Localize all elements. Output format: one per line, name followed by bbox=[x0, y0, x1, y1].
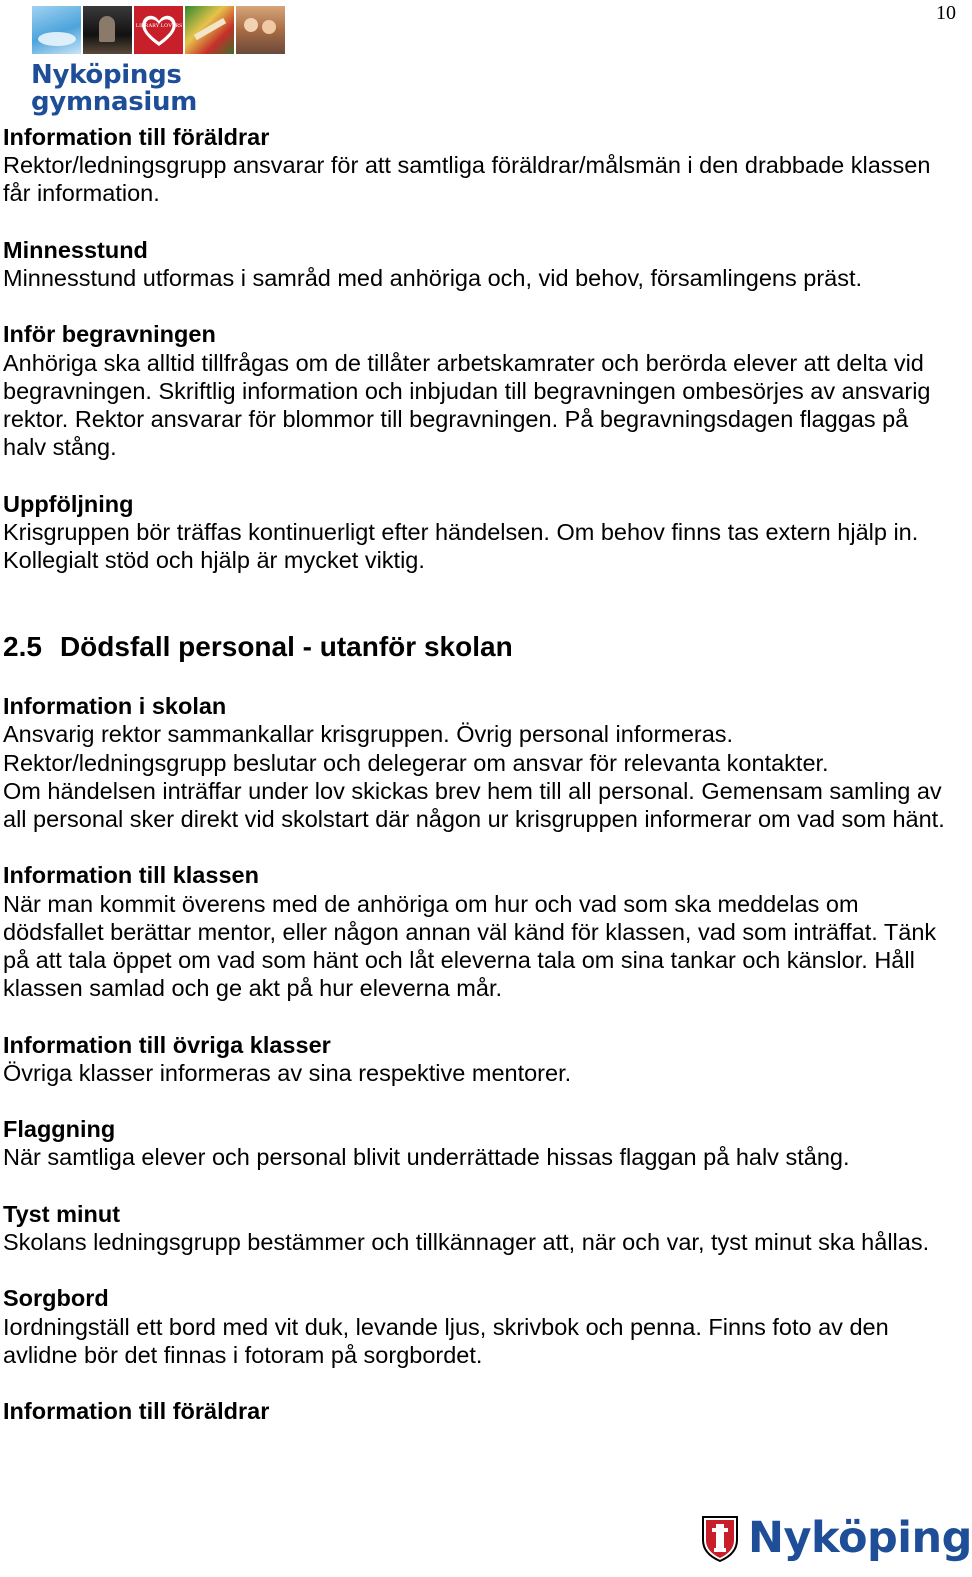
chapter-heading bbox=[3, 630, 955, 664]
section-heading: Information till föräldrar bbox=[3, 124, 270, 150]
section-line: Rektor/ledningsgrupp beslutar och delegerar om ansvar för relevanta kontakter. bbox=[3, 749, 829, 776]
chapter-title: Dödsfall personal - utanför skolan bbox=[59, 631, 513, 663]
section-info-foraldrar bbox=[3, 123, 955, 208]
section-line: Ansvarig rektor sammankallar krisgruppen. Övrig personal informeras. bbox=[3, 721, 734, 748]
section-heading: Information till klassen bbox=[3, 862, 259, 889]
section-line: När man kommit överens med de anhöriga om hur och vad som ska meddelas om dödsfallet berättar mentor, eller någon annan väl känd för klassen, vad som inträffat. Tänk på att tala öppet om vad som hänt och låt eleverna tala om sina tankar och känslor. Håll klassen samlad och ge akt på hur eleverna mår. bbox=[3, 890, 937, 1002]
section-body: Anhöriga ska alltid tillfrågas om de tillåter arbetskamrater och berörda elever att delta vid begravningen. Skriftlig information och inbjudan till begravningen ombesörjes av ansvarig rektor. Rektor ansvarar för blommor till begravningen. På begravningsdagen flaggas på halv stång. bbox=[3, 349, 931, 461]
section-heading: Information i skolan bbox=[3, 693, 227, 720]
section-body: Krisgruppen bör träffas kontinuerligt efter händelsen. Om behov finns tas extern hjälp in. Kollegialt stöd och hjälp är mycket viktig. bbox=[3, 518, 919, 573]
section-heading: Minnesstund bbox=[3, 236, 148, 263]
section-heading: Information till föräldrar bbox=[3, 1398, 270, 1425]
section-flaggning bbox=[3, 1115, 955, 1171]
section-line: Iordningställ ett bord med vit duk, levande ljus, skrivbok och penna. Finns foto av den avlidne bör det finnas i fotoram på sorgbordet. bbox=[3, 1313, 889, 1368]
coat-of-arms-icon bbox=[700, 1514, 740, 1562]
header-photo-strip bbox=[32, 6, 285, 54]
library-lovers-heart-icon bbox=[134, 6, 183, 54]
section-sorgbord bbox=[3, 1284, 955, 1369]
section-uppfoljning bbox=[3, 490, 955, 575]
document-body bbox=[3, 123, 955, 1454]
food-photo bbox=[185, 6, 234, 54]
section-body: Rektor/ledningsgrupp ansvarar för att samtliga föräldrar/målsmän i den drabbade klassen får information. bbox=[3, 152, 931, 207]
heart-badge-text: LIBRARY LOVERS bbox=[135, 23, 182, 29]
section-line: Övriga klasser informeras av sina respektive mentorer. bbox=[3, 1059, 572, 1086]
section-tyst-minut bbox=[3, 1200, 955, 1256]
section-line: Om händelsen inträffar under lov skickas brev hem till all personal. Gemensam samling av all personal sker direkt vid skolstart där någon ur krisgruppen informerar om vad som hänt. bbox=[3, 777, 945, 833]
section-line: När samtliga elever och personal blivit underrättade hissas flaggan på halv stång. bbox=[3, 1144, 850, 1171]
section-info-klassen bbox=[3, 861, 955, 1002]
footer-logo bbox=[700, 1514, 972, 1562]
section-heading: Inför begravningen bbox=[3, 321, 216, 348]
section-heading: Flaggning bbox=[3, 1116, 116, 1143]
school-logo-line1: Nyköpings bbox=[31, 60, 182, 90]
section-infor-begravningen bbox=[3, 320, 955, 461]
school-logo bbox=[31, 62, 197, 116]
section-heading: Sorgbord bbox=[3, 1285, 109, 1312]
section-heading: Uppföljning bbox=[3, 490, 134, 517]
students-photo bbox=[236, 6, 285, 54]
section-heading: Tyst minut bbox=[3, 1200, 121, 1227]
section-info-foraldrar-2 bbox=[3, 1397, 955, 1425]
section-line: Skolans ledningsgrupp bestämmer och tillkännager att, när och var, tyst minut ska hållas. bbox=[3, 1229, 930, 1255]
page-number: 10 bbox=[936, 2, 956, 24]
portrait-photo bbox=[83, 6, 132, 54]
section-body: Minnesstund utformas i samråd med anhöriga och, vid behov, församlingens präst. bbox=[3, 265, 863, 291]
section-info-i-skolan bbox=[3, 692, 955, 833]
section-info-ovriga-klasser bbox=[3, 1031, 955, 1087]
sky-photo bbox=[32, 6, 81, 54]
section-minnesstund bbox=[3, 236, 955, 292]
school-logo-line2: gymnasium bbox=[31, 87, 197, 117]
section-heading: Information till övriga klasser bbox=[3, 1031, 331, 1058]
chapter-number: 2.5 bbox=[3, 631, 42, 663]
municipality-name: Nyköping bbox=[748, 1513, 972, 1563]
